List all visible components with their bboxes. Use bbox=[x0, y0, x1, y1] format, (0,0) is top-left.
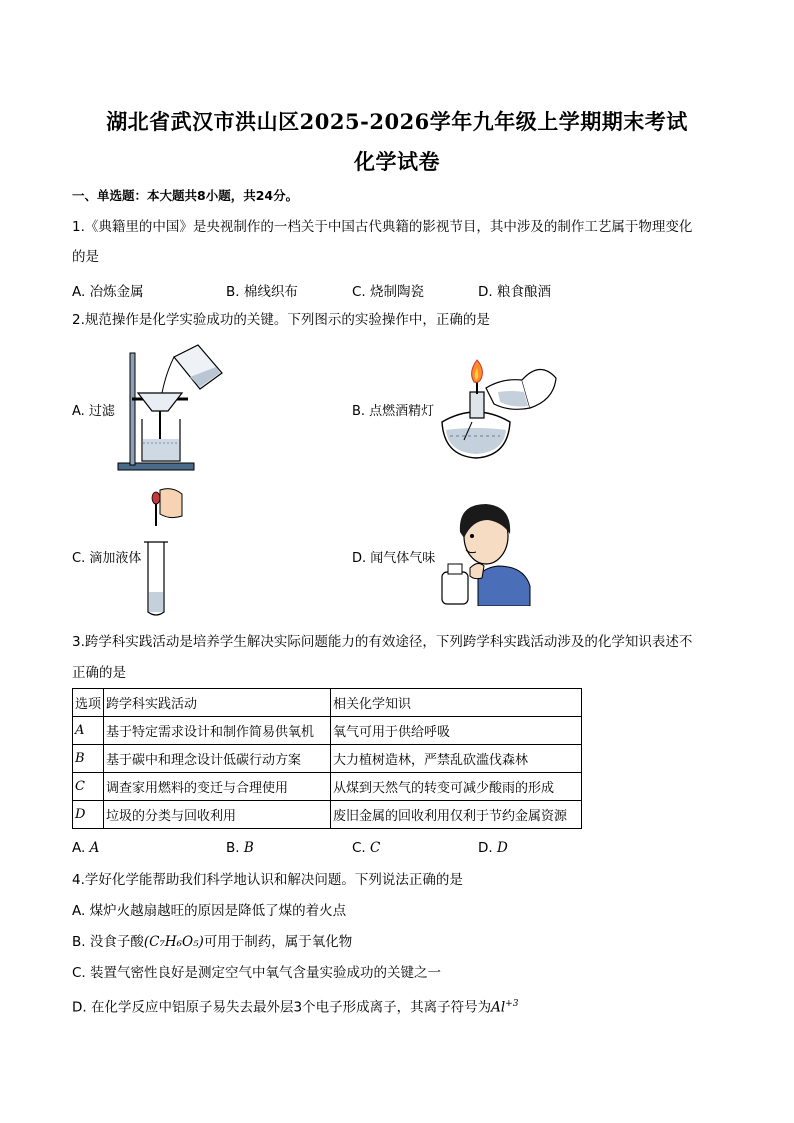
option-prefix: C. bbox=[352, 840, 371, 856]
ion-charge: +3 bbox=[505, 999, 519, 1009]
q3-option-a bbox=[72, 840, 99, 856]
q1-option-a: A. 冶炼金属 bbox=[72, 284, 144, 300]
table-header-row bbox=[73, 689, 582, 717]
table-header-cell: 相关化学知识 bbox=[331, 689, 582, 717]
q2-option-c: C. 滴加液体 bbox=[72, 551, 142, 566]
option-d-text: D. 在化学反应中铝原子易失去最外层3个电子形成离子，其离子符号为 bbox=[72, 999, 492, 1016]
table-cell: C bbox=[73, 773, 104, 801]
page-title: 湖北省武汉市洪山区2025-2026学年九年级上学期期末考试 bbox=[106, 109, 688, 134]
option-b-suffix: 可用于制药，属于氧化物 bbox=[203, 934, 353, 950]
q1-stem-line2: 的是 bbox=[72, 249, 99, 265]
option-value: B bbox=[243, 840, 254, 856]
option-prefix: B. bbox=[226, 840, 244, 856]
table-cell: A bbox=[73, 717, 104, 745]
section-heading: 一、单选题：本大题共8小题，共24分。 bbox=[72, 188, 299, 203]
table-header-cell: 跨学科实践活动 bbox=[104, 689, 331, 717]
table-cell: 基于碳中和理念设计低碳行动方案 bbox=[104, 745, 331, 773]
q4-stem: 4.学好化学能帮助我们科学地认识和解决问题。下列说法正确的是 bbox=[72, 872, 463, 888]
q3-option-b bbox=[226, 840, 254, 856]
q4-option-b bbox=[72, 933, 352, 951]
filtration-illustration bbox=[116, 343, 226, 473]
q1-option-c: C. 烧制陶瓷 bbox=[352, 284, 425, 300]
option-prefix: A. bbox=[72, 840, 90, 856]
table-row bbox=[73, 745, 582, 773]
table-row bbox=[73, 717, 582, 745]
table-cell: 从煤到天然气的转变可减少酸雨的形成 bbox=[331, 773, 582, 801]
dropper-illustration bbox=[140, 488, 184, 618]
q1-option-d: D. 粮食酿酒 bbox=[478, 284, 551, 300]
table-cell: 大力植树造林，严禁乱砍滥伐森林 bbox=[331, 745, 582, 773]
table-row bbox=[73, 801, 582, 829]
chemical-formula: (C₇H₆O₅) bbox=[143, 934, 204, 950]
q4-option-c: C. 装置气密性良好是测定空气中氧气含量实验成功的关键之一 bbox=[72, 965, 442, 981]
option-value: D bbox=[496, 840, 508, 856]
q2-option-b: B. 点燃酒精灯 bbox=[352, 404, 435, 419]
option-value: C bbox=[370, 840, 381, 856]
table-cell: 氧气可用于供给呼吸 bbox=[331, 717, 582, 745]
q3-option-c bbox=[352, 840, 380, 856]
table-row bbox=[73, 773, 582, 801]
q3-stem-line2: 正确的是 bbox=[72, 665, 126, 681]
option-value: A bbox=[89, 840, 100, 856]
table-cell: 垃圾的分类与回收利用 bbox=[104, 801, 331, 829]
alcohol-lamp-illustration bbox=[436, 352, 560, 462]
ion-symbol: Al bbox=[491, 999, 506, 1016]
q4-option-a: A. 煤炉火越扇越旺的原因是降低了煤的着火点 bbox=[72, 903, 347, 919]
q1-option-b: B. 棉线织布 bbox=[226, 284, 298, 300]
q3-stem-line1: 3.跨学科实践活动是培养学生解决实际问题能力的有效途径，下列跨学科实践活动涉及的化学知识表述不 bbox=[72, 634, 693, 650]
table-header-cell: 选项 bbox=[73, 689, 104, 717]
page-subtitle: 化学试卷 bbox=[354, 149, 440, 174]
q3-option-d bbox=[478, 840, 508, 856]
table-cell: 基于特定需求设计和制作简易供氧机 bbox=[104, 717, 331, 745]
q2-stem: 2.规范操作是化学实验成功的关键。下列图示的实验操作中，正确的是 bbox=[72, 312, 490, 328]
table-cell: 调查家用燃料的变迁与合理使用 bbox=[104, 773, 331, 801]
option-prefix: D. bbox=[478, 840, 497, 856]
q3-table bbox=[72, 688, 582, 829]
table-cell: 废旧金属的回收利用仅利于节约金属资源 bbox=[331, 801, 582, 829]
table-cell: B bbox=[73, 745, 104, 773]
q2-option-d: D. 闻气体气味 bbox=[352, 551, 436, 566]
table-cell: D bbox=[73, 801, 104, 829]
smelling-gas-illustration bbox=[438, 498, 532, 606]
q1-stem-line1: 1.《典籍里的中国》是央视制作的一档关于中国古代典籍的影视节目，其中涉及的制作工艺属于物理变化 bbox=[72, 219, 693, 235]
q4-option-d bbox=[72, 995, 518, 1017]
option-b-prefix: B. 没食子酸 bbox=[72, 934, 144, 950]
q2-option-a: A. 过滤 bbox=[72, 404, 115, 419]
